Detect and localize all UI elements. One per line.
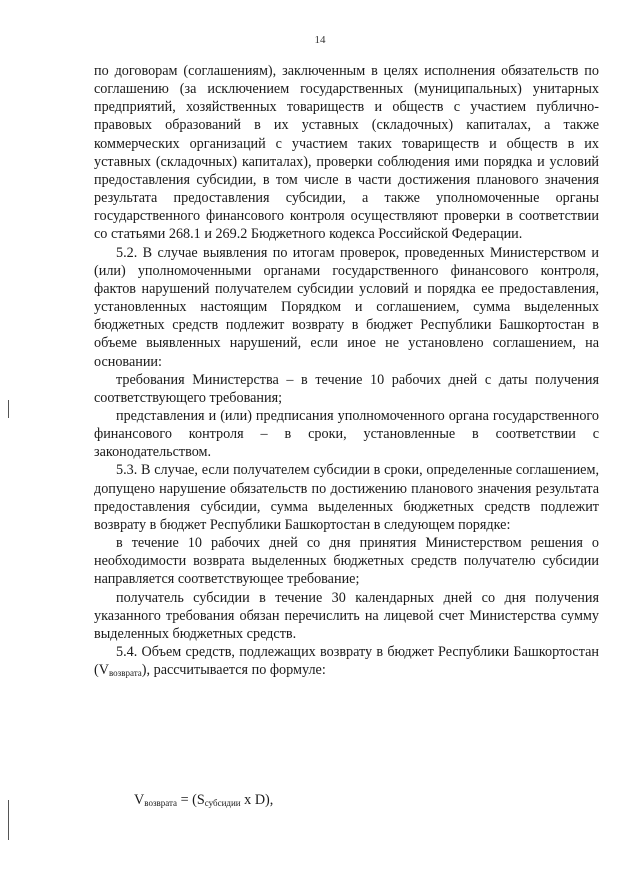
paragraph-5-2: 5.2. В случае выявления по итогам проверок, проведенных Министерством и (или) уполномоченными органами государственного финансового контроля, фактов нарушений получателем субсидии условий и порядка ее предоставления, установленных настоящим Порядком и соглашением, сумма выделенных бюджетных средств подлежит возврату в бюджет Республики Башкортостан в объеме выявленных нарушений, если иное не установлено соглашением, на основании: [94, 244, 599, 370]
formula-s-subscript: субсидии [204, 798, 241, 808]
paragraph-5-4-before: 5.4. Объем средств, подлежащих возврату в бюджет Республики Башкортостан (V [94, 644, 599, 679]
paragraph-5-2-ministry-requirement: требования Министерства – в течение 10 рабочих дней с даты получения соответствующего требования; [94, 371, 599, 406]
paragraph-5-4-subscript: возврата [108, 668, 142, 679]
paragraph-5-3-transfer-funds: получатель субсидии в течение 30 календарных дней со дня получения указанного требования обязан перечислить на лицевой счет Министерства сумму выделенных бюджетных средств. [94, 589, 599, 642]
document-body [94, 62, 599, 682]
return-formula [134, 791, 273, 812]
paragraph-5-4-after: ), рассчитывается по формуле: [141, 662, 326, 679]
scan-margin-mark [8, 800, 9, 840]
formula-v: V [134, 792, 145, 808]
paragraph-continuation: по договорам (соглашениям), заключенным в целях исполнения обязательств по соглашению (за исключением государственных (муниципальных) унитарных предприятий, хозяйственных товариществ и обществ с участием публично-правовых образований в их уставных (складочных) капиталах, а также коммерческих организаций с участием таких товариществ и обществ в их уставных (складочных) капиталах), проверки соблюдения ими порядка и условий предоставления субсидии, в том числе в части достижения планового значения результата предоставления субсидии, а также уполномоченные органы государственного финансового контроля осуществляют проверки в соответствии со статьями 268.1 и 269.2 Бюджетного кодекса Российской Федерации. [94, 63, 599, 243]
paragraph-5-2-control-order: представления и (или) предписания уполномоченного органа государственного финансового контроля – в сроки, установленные в соответствии с законодательством. [94, 407, 599, 461]
paragraph-5-3-requirement-sent: в течение 10 рабочих дней со дня принятия Министерством решения о необходимости возврата выделенных бюджетных средств получателю субсидии направляется соответствующее требование; [94, 535, 599, 588]
formula-tail: x D), [240, 792, 274, 808]
formula-middle: = (S [177, 792, 205, 808]
scan-margin-mark [8, 400, 9, 418]
paragraph-5-3: 5.3. В случае, если получателем субсидии в сроки, определенные соглашением, допущено нарушение обязательств по достижению планового значения результата предоставления субсидии, сумма выделенных бюджетных средств подлежит возврату в бюджет Республики Башкортостан в следующем порядке: [94, 462, 599, 533]
formula-v-subscript: возврата [144, 798, 178, 808]
page-number: 14 [314, 34, 326, 46]
paragraph-5-4 [94, 643, 599, 682]
